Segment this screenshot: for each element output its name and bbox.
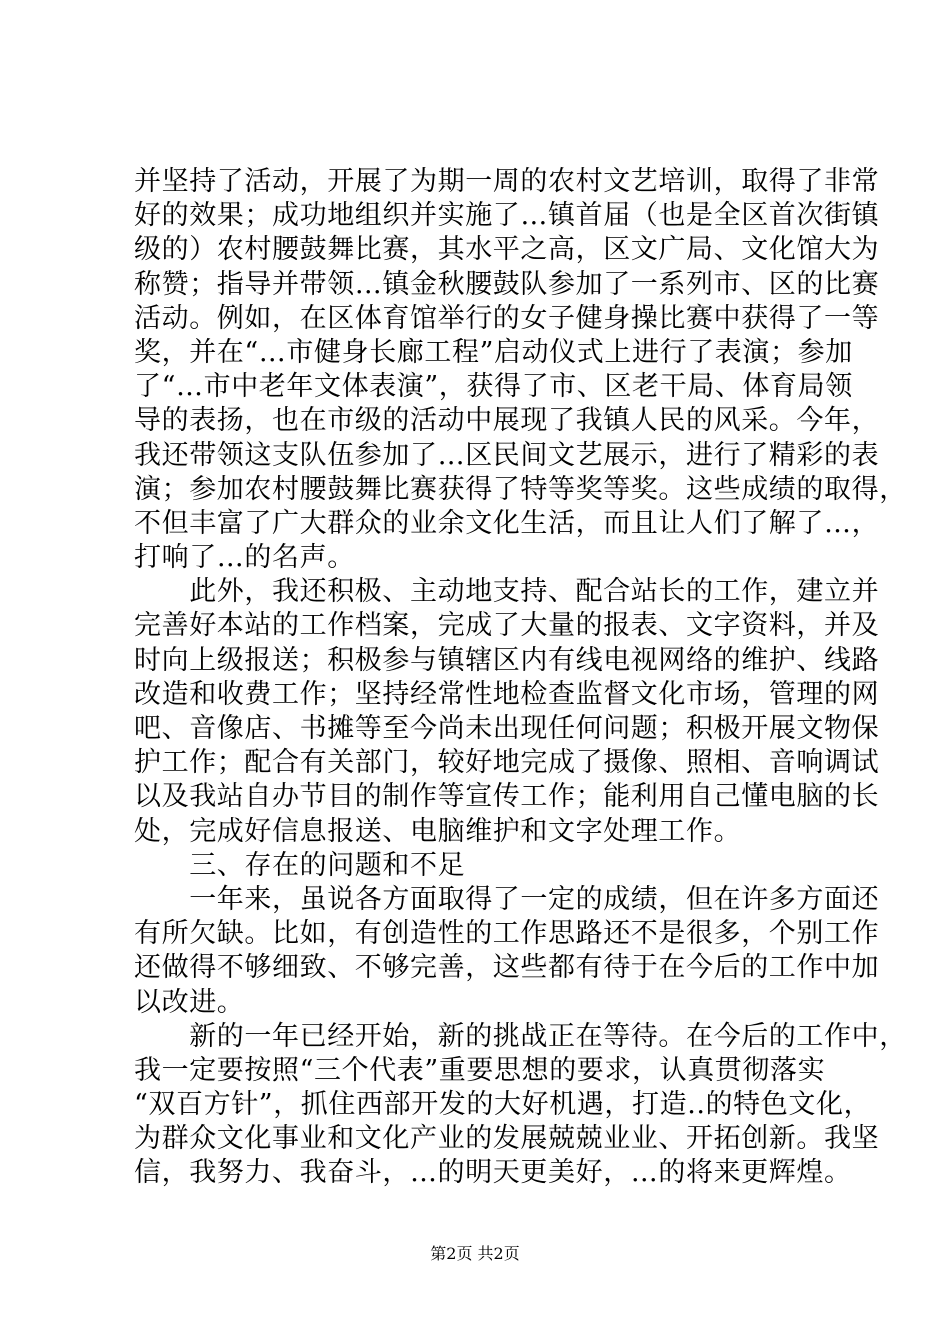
text-line: 导的表扬，也在市级的活动中展现了我镇人民的风采。今年，: [134, 405, 880, 437]
text-line: 奖，并在“…市健身长廊工程”启动仪式上进行了表演；参加: [134, 336, 853, 368]
text-line: 以及我站自办节目的制作等宣传工作；能利用自己懂电脑的长: [134, 781, 880, 813]
section-heading: 三、存在的问题和不足: [134, 849, 466, 881]
text-line: 以改进。: [134, 986, 245, 1018]
text-line: 我还带领这支队伍参加了…区民间文艺展示，进行了精彩的表: [134, 439, 880, 471]
text-line: 处，完成好信息报送、电脑维护和文字处理工作。: [134, 815, 742, 847]
text-line: 此外，我还积极、主动地支持、配合站长的工作，建立并: [134, 576, 880, 608]
text-line: 改造和收费工作；坚持经常性地检查监督文化市场，管理的网: [134, 678, 880, 710]
text-line: 级的）农村腰鼓舞比赛，其水平之高，区文广局、文化馆大为: [134, 234, 880, 266]
text-line: 一年来，虽说各方面取得了一定的成绩，但在许多方面还: [134, 883, 880, 915]
text-line: 并坚持了活动，开展了为期一周的农村文艺培训，取得了非常: [134, 166, 880, 197]
text-line: 好的效果；成功地组织并实施了…镇首届（也是全区首次街镇: [134, 200, 880, 232]
text-line: 护工作；配合有关部门，较好地完成了摄像、照相、音响调试: [134, 747, 880, 779]
text-line: 有所欠缺。比如，有创造性的工作思路还不是很多，个别工作: [134, 918, 880, 950]
text-line: 吧、音像店、书摊等至今尚未出现任何问题；积极开展文物保: [134, 713, 880, 744]
text-line: 称赞；指导并带领…镇金秋腰鼓队参加了一系列市、区的比赛: [134, 268, 880, 300]
text-line: 了“…市中老年文体表演”，获得了市、区老干局、体育局领: [134, 371, 853, 403]
page-footer: 第2页 共2页: [430, 1244, 520, 1263]
text-line: 为群众文化事业和文化产业的发展兢兢业业、开拓创新。我坚: [134, 1123, 880, 1155]
text-line: 演；参加农村腰鼓舞比赛获得了特等奖等奖。这些成绩的取得，: [134, 473, 907, 505]
body-text: [134, 165, 907, 1191]
text-line: 时向上级报送；积极参与镇辖区内有线电视网络的维护、线路: [134, 644, 880, 676]
text-line: 信，我努力、我奋斗，…的明天更美好，…的将来更辉煌。: [134, 1157, 852, 1189]
text-line: 不但丰富了广大群众的业余文化生活，而且让人们了解了…，: [134, 507, 880, 539]
text-line: 新的一年已经开始，新的挑战正在等待。在今后的工作中，: [134, 1020, 907, 1052]
text-line: 活动。例如，在区体育馆举行的女子健身操比赛中获得了一等: [134, 302, 880, 334]
text-line: “双百方针”，抓住西部开发的大好机遇，打造..的特色文化，: [134, 1089, 872, 1121]
text-line: 完善好本站的工作档案，完成了大量的报表、文字资料，并及: [134, 610, 880, 642]
text-line: 打响了…的名声。: [134, 542, 355, 574]
text-line: 还做得不够细致、不够完善，这些都有待于在今后的工作中加: [134, 952, 880, 984]
text-line: 我一定要按照“三个代表”重要思想的要求，认真贯彻落实: [134, 1054, 826, 1086]
